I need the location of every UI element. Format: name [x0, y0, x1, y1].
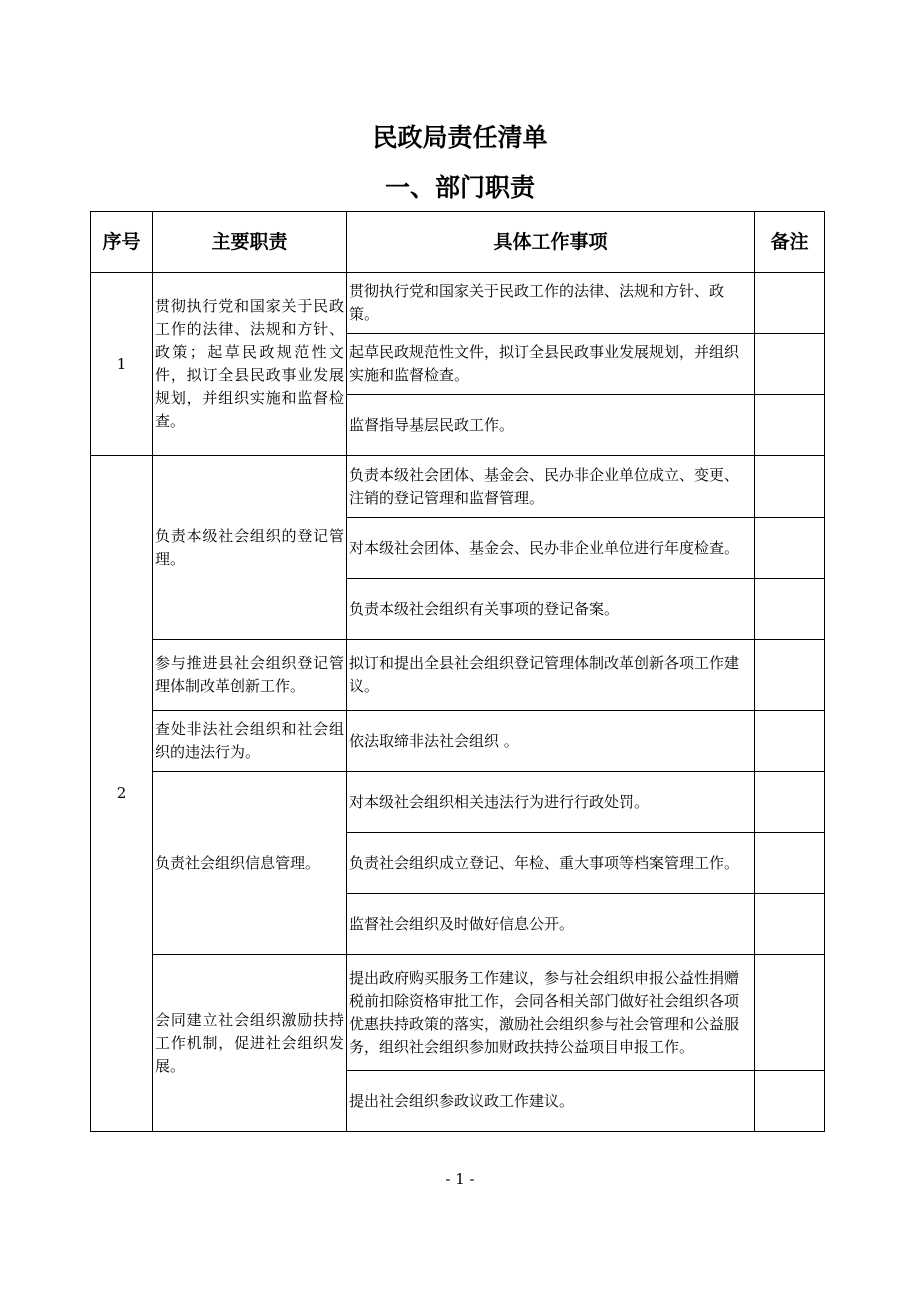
duty-cell: 会同建立社会组织激励扶持工作机制，促进社会组织发展。	[153, 955, 347, 1132]
table-row	[91, 711, 825, 772]
item-cell: 对本级社会组织相关违法行为进行行政处罚。	[347, 772, 755, 833]
page-number: - 1 -	[445, 1170, 475, 1188]
item-cell: 负责社会组织成立登记、年检、重大事项等档案管理工作。	[347, 833, 755, 894]
header-note: 备注	[755, 212, 825, 273]
note-cell	[755, 955, 825, 1071]
note-cell	[755, 640, 825, 711]
item-cell: 拟订和提出全县社会组织登记管理体制改革创新各项工作建议。	[347, 640, 755, 711]
note-cell	[755, 833, 825, 894]
note-cell	[755, 273, 825, 334]
seq-cell: 2	[91, 456, 153, 1132]
item-cell: 负责本级社会组织有关事项的登记备案。	[347, 579, 755, 640]
note-cell	[755, 894, 825, 955]
note-cell	[755, 518, 825, 579]
table-row	[91, 273, 825, 334]
table-row	[91, 772, 825, 833]
note-cell	[755, 579, 825, 640]
item-cell: 依法取缔非法社会组织 。	[347, 711, 755, 772]
note-cell	[755, 1071, 825, 1132]
header-items: 具体工作事项	[347, 212, 755, 273]
duty-cell: 负责社会组织信息管理。	[153, 772, 347, 955]
table-row	[91, 456, 825, 518]
header-duty: 主要职责	[153, 212, 347, 273]
item-cell: 提出政府购买服务工作建议，参与社会组织申报公益性捐赠税前扣除资格审批工作，会同各相关部门做好社会组织各项优惠扶持政策的落实，激励社会组织参与社会管理和公益服务，组织社会组织参加财政扶持公益项目申报工作。	[347, 955, 755, 1071]
responsibility-table	[90, 211, 825, 1132]
header-seq: 序号	[91, 212, 153, 273]
item-cell: 对本级社会团体、基金会、民办非企业单位进行年度检查。	[347, 518, 755, 579]
table-row	[91, 640, 825, 711]
item-cell: 负责本级社会团体、基金会、民办非企业单位成立、变更、注销的登记管理和监督管理。	[347, 456, 755, 518]
item-cell: 提出社会组织参政议政工作建议。	[347, 1071, 755, 1132]
section-title: 一、部门职责	[384, 173, 535, 202]
table-row	[91, 955, 825, 1071]
duty-cell: 贯彻执行党和国家关于民政工作的法律、法规和方针、政策；起草民政规范性文件，拟订全县民政事业发展规划，并组织实施和监督检查。	[153, 273, 347, 456]
page-title: 民政局责任清单	[372, 123, 548, 152]
note-cell	[755, 456, 825, 518]
seq-cell: 1	[91, 273, 153, 456]
item-cell: 监督指导基层民政工作。	[347, 395, 755, 456]
item-cell: 贯彻执行党和国家关于民政工作的法律、法规和方针、政策。	[347, 273, 755, 334]
duty-cell: 查处非法社会组织和社会组织的违法行为。	[153, 711, 347, 772]
duty-cell: 负责本级社会组织的登记管理。	[153, 456, 347, 640]
item-cell: 监督社会组织及时做好信息公开。	[347, 894, 755, 955]
note-cell	[755, 395, 825, 456]
item-cell: 起草民政规范性文件，拟订全县民政事业发展规划，并组织实施和监督检查。	[347, 334, 755, 395]
note-cell	[755, 711, 825, 772]
duty-cell: 参与推进县社会组织登记管理体制改革创新工作。	[153, 640, 347, 711]
note-cell	[755, 772, 825, 833]
table-header-row	[91, 212, 825, 273]
note-cell	[755, 334, 825, 395]
